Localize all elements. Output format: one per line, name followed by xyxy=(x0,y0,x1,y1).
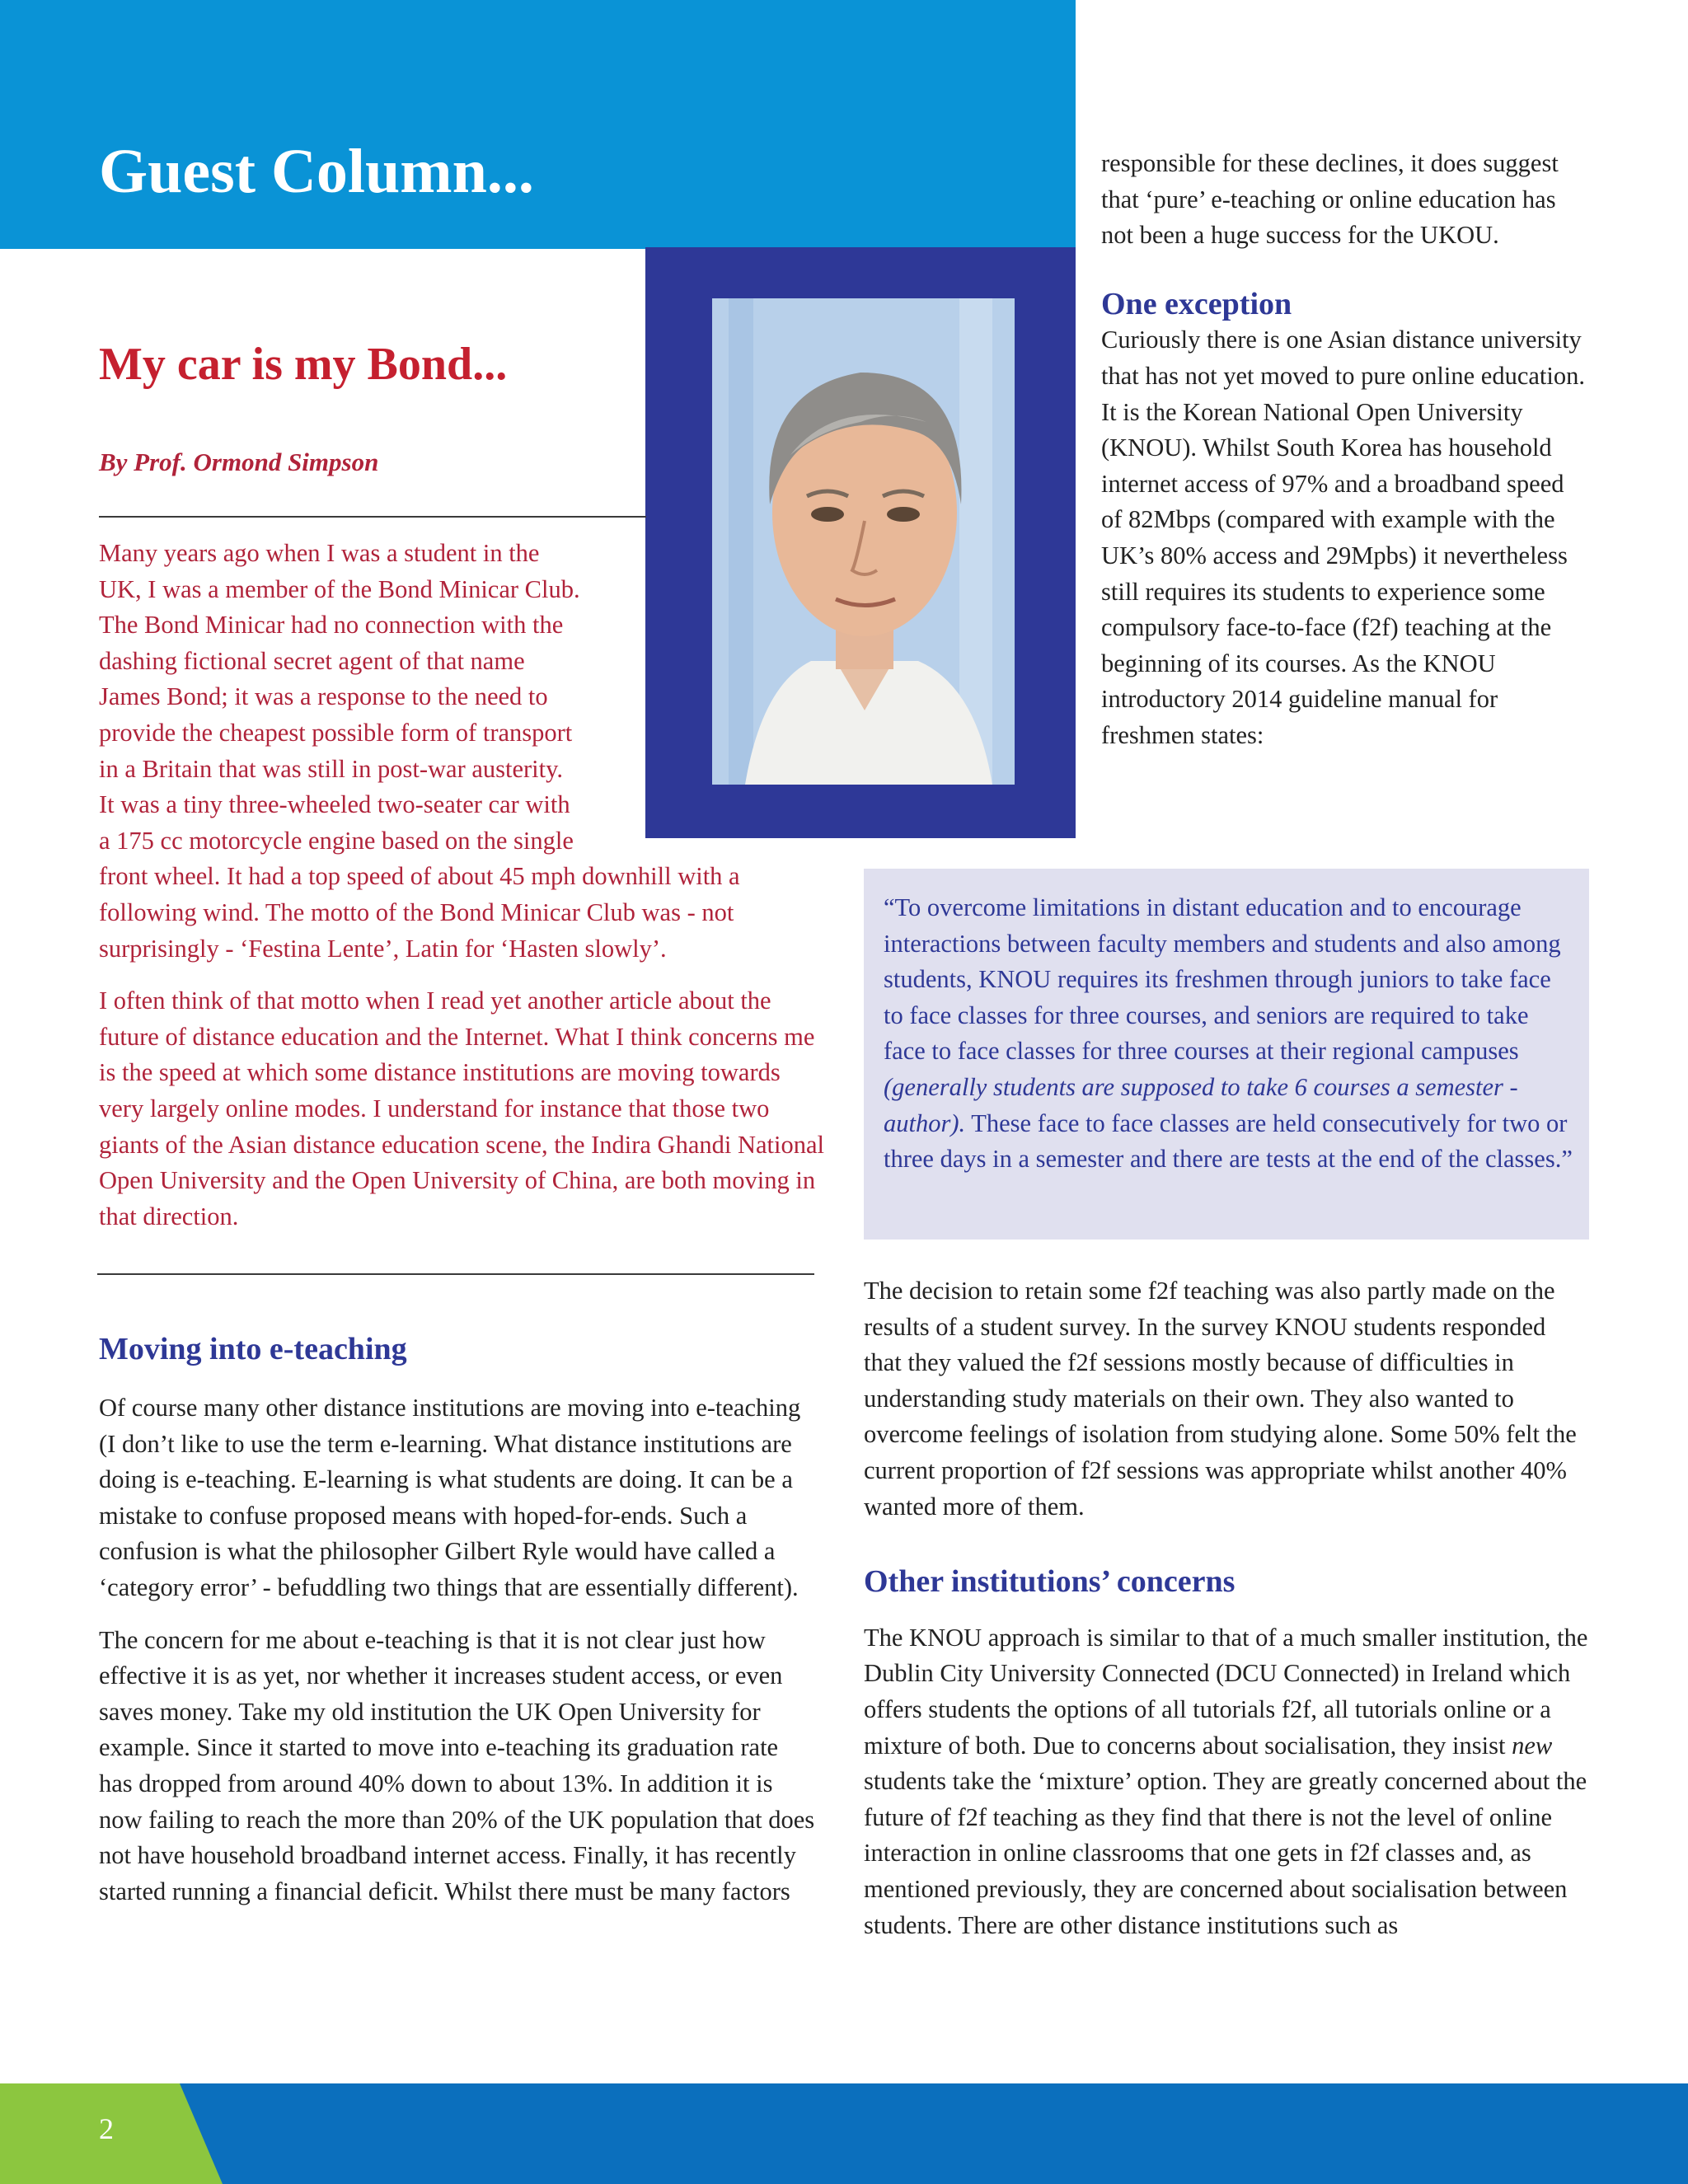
left-column-body xyxy=(99,1390,816,1910)
intro-line: It was a tiny three-wheeled two-seater car with xyxy=(99,790,570,819)
heading-one-exception: One exception xyxy=(1101,286,1292,321)
footer-band xyxy=(0,2083,1688,2184)
intro-line: dashing fictional secret agent of that name xyxy=(99,646,525,675)
continuation-paragraph: responsible for these declines, it does suggest that ‘pure’ e-teaching or online education has not been a huge success for the UKOU. xyxy=(1101,149,1559,250)
quote-text-part: “To overcome limitations in distant education and to encourage interactions between faculty members and students and also among students, KNOU requires its freshmen through juniors to take face to face classes for three courses, and seniors are required to take face to face classes for three courses at their regional campuses xyxy=(884,893,1561,1066)
divider-top xyxy=(99,516,646,518)
quote-author-note: (generally students are supposed to take 6 courses a semester - author). xyxy=(884,1072,1518,1137)
page-number: 2 xyxy=(99,2112,114,2145)
intro-paragraph-2: I often think of that motto when I read yet another article about the future of distance education and the Internet. What I think concerns me is the speed at which some distance institutions are moving towards very largely online modes. I understand for instance that those two giants of the Asian distance education scene, the Indira Ghandi National Open University and the Open University of China, are both moving in that direction. xyxy=(99,987,824,1230)
column-title: Guest Column... xyxy=(99,137,534,206)
quote-text-part: These face to face classes are held consecutively for two or three days in a semester and there are tests at the end of the classes.” xyxy=(884,1108,1573,1174)
dcu-text-part: students take the ‘mixture’ option. They are greatly concerned about the future of f2f teaching as they find that there is not the level of online interaction in online classrooms that one gets in f2f classes and, as mentioned previously, they are concerned about socialisation between students. There are other distance institutions such as xyxy=(864,1767,1587,1939)
intro-line: UK, I was a member of the Bond Minicar Club. xyxy=(99,574,580,603)
intro-text xyxy=(99,536,824,1235)
left-paragraph-1: Of course many other distance institutions are moving into e-teaching (I don’t like to use the term e-learning. What distance institutions are doing is e-teaching. E-learning is what students are doing. It can be a mistake to confuse proposed means with hoped-for-ends. Such a confusion is what the philosopher Gilbert Ryle would have called a ‘category error’ - befuddling two things that are essentially different). xyxy=(99,1394,801,1601)
left-paragraph-2: The concern for me about e-teaching is that it is not clear just how effective it is as yet, nor whether it increases student access, or even saves money. Take my old institution the UK Open University for example. Since it started to move into e-teaching its graduation rate has dropped from around 40% down to about 13%. In addition it is now failing to reach the more than 20% of the UK population that does not have household broadband internet access. Finally, it has recently started running a financial deficit. Whilst there must be many factors xyxy=(99,1625,815,1905)
byline: By Prof. Ormond Simpson xyxy=(99,448,379,476)
right-column-lower xyxy=(864,1273,1589,1943)
dcu-emphasis: new xyxy=(1512,1731,1553,1760)
intro-line: in a Britain that was still in post-war austerity. xyxy=(99,754,564,783)
article-title: My car is my Bond... xyxy=(99,339,508,390)
intro-line: James Bond; it was a response to the need to xyxy=(99,682,548,711)
heading-other-institutions: Other institutions’ concerns xyxy=(864,1564,1236,1600)
intro-line: The Bond Minicar had no connection with the xyxy=(99,611,564,640)
knou-quote xyxy=(884,890,1576,1178)
heading-moving-into-e-teaching: Moving into e-teaching xyxy=(99,1332,407,1366)
intro-line: Many years ago when I was a student in the xyxy=(99,539,540,567)
intro-paragraph-1-tail: front wheel. It had a top speed of about 45 mph downhill with a following wind. The motto of the Bond Minicar Club was - not surprisingly - ‘Festina Lente’, Latin for ‘Hasten slowly’. xyxy=(99,862,740,963)
right-column-top xyxy=(1101,146,1587,754)
intro-line: a 175 cc motorcycle engine based on the single xyxy=(99,826,574,855)
header-band xyxy=(0,0,1076,249)
intro-line: provide the cheapest possible form of transport xyxy=(99,718,573,747)
divider-bottom xyxy=(97,1273,814,1275)
intro-paragraph-1-lines xyxy=(99,536,643,859)
one-exception-paragraph: Curiously there is one Asian distance university that has not yet moved to pure online education. It is the Korean National Open University (KNOU). Whilst South Korea has household internet access of 97% and a broadband speed of 82Mbps (compared with example with the UK’s 80% access and 29Mpbs) it nevertheless still requires its students to experience some compulsory face-to-face (f2f) teaching at the beginning of its courses. As the KNOU introductory 2014 guideline manual for freshmen states: xyxy=(1101,326,1585,749)
dcu-paragraph xyxy=(864,1620,1589,1943)
dcu-text-part: The KNOU approach is similar to that of a much smaller institution, the Dublin City University Connected (DCU Connected) in Ireland which offers students the options of all tutorials f2f, all tutorials online or a mixture of both. Due to concerns about socialisation, they insist xyxy=(864,1623,1588,1760)
survey-paragraph: The decision to retain some f2f teaching was also partly made on the results of a student survey. In the survey KNOU students responded that they valued the f2f sessions mostly because of difficulties in understanding study materials on their own. They also wanted to overcome feelings of isolation from studying alone. Some 50% felt the current proportion of f2f sessions was appropriate whilst another 40% wanted more of them. xyxy=(864,1277,1577,1521)
